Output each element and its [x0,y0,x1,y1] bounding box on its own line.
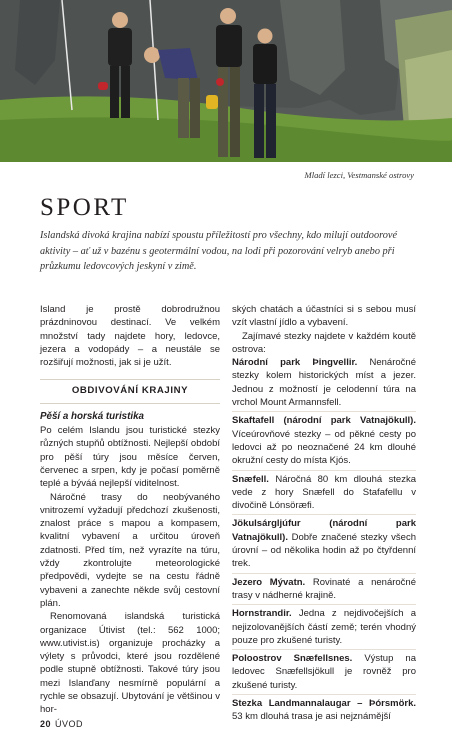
divider [232,604,416,605]
trail-text: Nenáročné stezky kolem historických míst a jezer. Jednou z možností je celodenní túra na vrchol Mount Armannsfell. [232,357,416,409]
trail-entry [232,414,416,467]
trail-name: Snæfell. [232,473,269,485]
trail-name: Stezka Landmannalaugar – Þórsmörk. [232,698,416,710]
divider [232,470,416,471]
trail-name: Skaftafell (národní park Vatnajökull). [232,415,416,427]
trail-text: Dobře značené stezky všech úrovní – od několika hodin až po čtyřdenní trek. [232,531,416,570]
divider [232,694,416,695]
divider [232,411,416,412]
trail-name: Jezero Mývatn. [232,576,306,588]
intro-paragraph: Island je prostě dobrodružnou prázdninovou destinací. Ve velkém množství tady najdete hory, ledovce, jezera a vodopády – a neustále se rozšiřují možnosti, jak si je užít. [40,304,220,369]
trail-text: Rovinaté a nenáročné trasy v nádherné krajině. [232,576,416,601]
trail-text: Víceúrovňové stezky – od pěkné cesty po ledovci až po neoznačené 24 km dlouhé okružní cesty do místa Kjós. [232,428,416,467]
trail-text: Výstup na ledovec Snæfellsjökull je rovněž pro zkušené turisty. [232,653,416,691]
paragraph-2: Náročné trasy do neobývaného vnitrozemí vyžadují předchozí zkušenosti, znalost práce s mapou a kompasem, kvalitní vybavení a určitou úroveň zdatnosti. Před tím, než vyrazíte na túru, vždy zkontrolujte meteorologické předpovědi, vydejte se na cestu řádně vybaveni a zanechte někde svůj cestovní plán. [40,491,220,609]
right-column [232,303,416,724]
section-label: ÚVOD [55,719,84,729]
trail-entry [232,607,416,647]
trail-entry [232,356,416,409]
trail-entry [232,576,416,603]
trails-intro: Zajímavé stezky najdete v každém koutě ostrova: [232,330,416,355]
trail-entry [232,697,416,724]
trail-text: Jedna z nejdivočejších a nejizolovanějších částí země; terén vhodný pouze pro zkušené turisty. [232,608,416,646]
continued-paragraph: ských chatách a účastníci si s sebou musí vzít vlastní jídlo a vybavení. [232,304,416,329]
page-footer [40,719,83,729]
divider [232,649,416,650]
photo-caption: Mladí lezci, Vestmanské ostrovy [304,170,414,180]
section-title: SPORT [40,194,129,221]
trail-name: Poloostrov Snæfellsnes. [232,653,353,665]
lead-paragraph: Islandská divoká krajina nabízí spoustu příležitostí pro všechny, kdo milují outdoorové aktivity – ať už v bazénu s geotermální vodou, na lodi při pozorování velryb anebo při průzkumu ledovcových jeskyní v zimě. [40,230,398,272]
trail-name: Jökulsárgljúfur (národní park Vatnajökull). [232,518,416,543]
trail-name: Hornstrandir. [232,608,292,620]
trail-name: Národní park Þingvellir. [232,357,358,369]
page-number: 20 [40,719,52,729]
divider [232,514,416,515]
climbers-illustration [0,0,452,162]
trail-entry [232,517,416,570]
trail-text: Náročná 80 km dlouhá stezka vede z hory Snæfell do Stafafellu v divočině Lónsöræfi. [232,473,416,512]
box-heading: OBDIVOVÁNÍ KRAJINY [40,379,220,403]
trail-text: 53 km dlouhá trasa je asi nejznámější [232,711,391,723]
paragraph-1: Po celém Islandu jsou turistické stezky různých stupňů obtížnosti. Nejlepší období pro pěší túry jsou měsíce červen, červenec a srpen, kdy je počasí poměrně teplé a býváá nejlepší viditelnost. [40,425,220,490]
trail-entry [232,652,416,692]
trail-entry [232,473,416,513]
header-photo [0,0,452,162]
left-column [40,303,220,717]
paragraph-3: Renomovaná islandská turistická organizace Útivist (tel.: 562 1000; www.utivist.is) organizuje procházky a výlety s průvodci, které jsou rozdělené podle stupně obtížnosti. Takové túry jsou mezi Islanďany nesmírně populární a rychle se obsazují. Ubytování je většinou v hor- [40,611,220,716]
divider [232,573,416,574]
subheading: Pěší a horská turistika [40,410,145,422]
